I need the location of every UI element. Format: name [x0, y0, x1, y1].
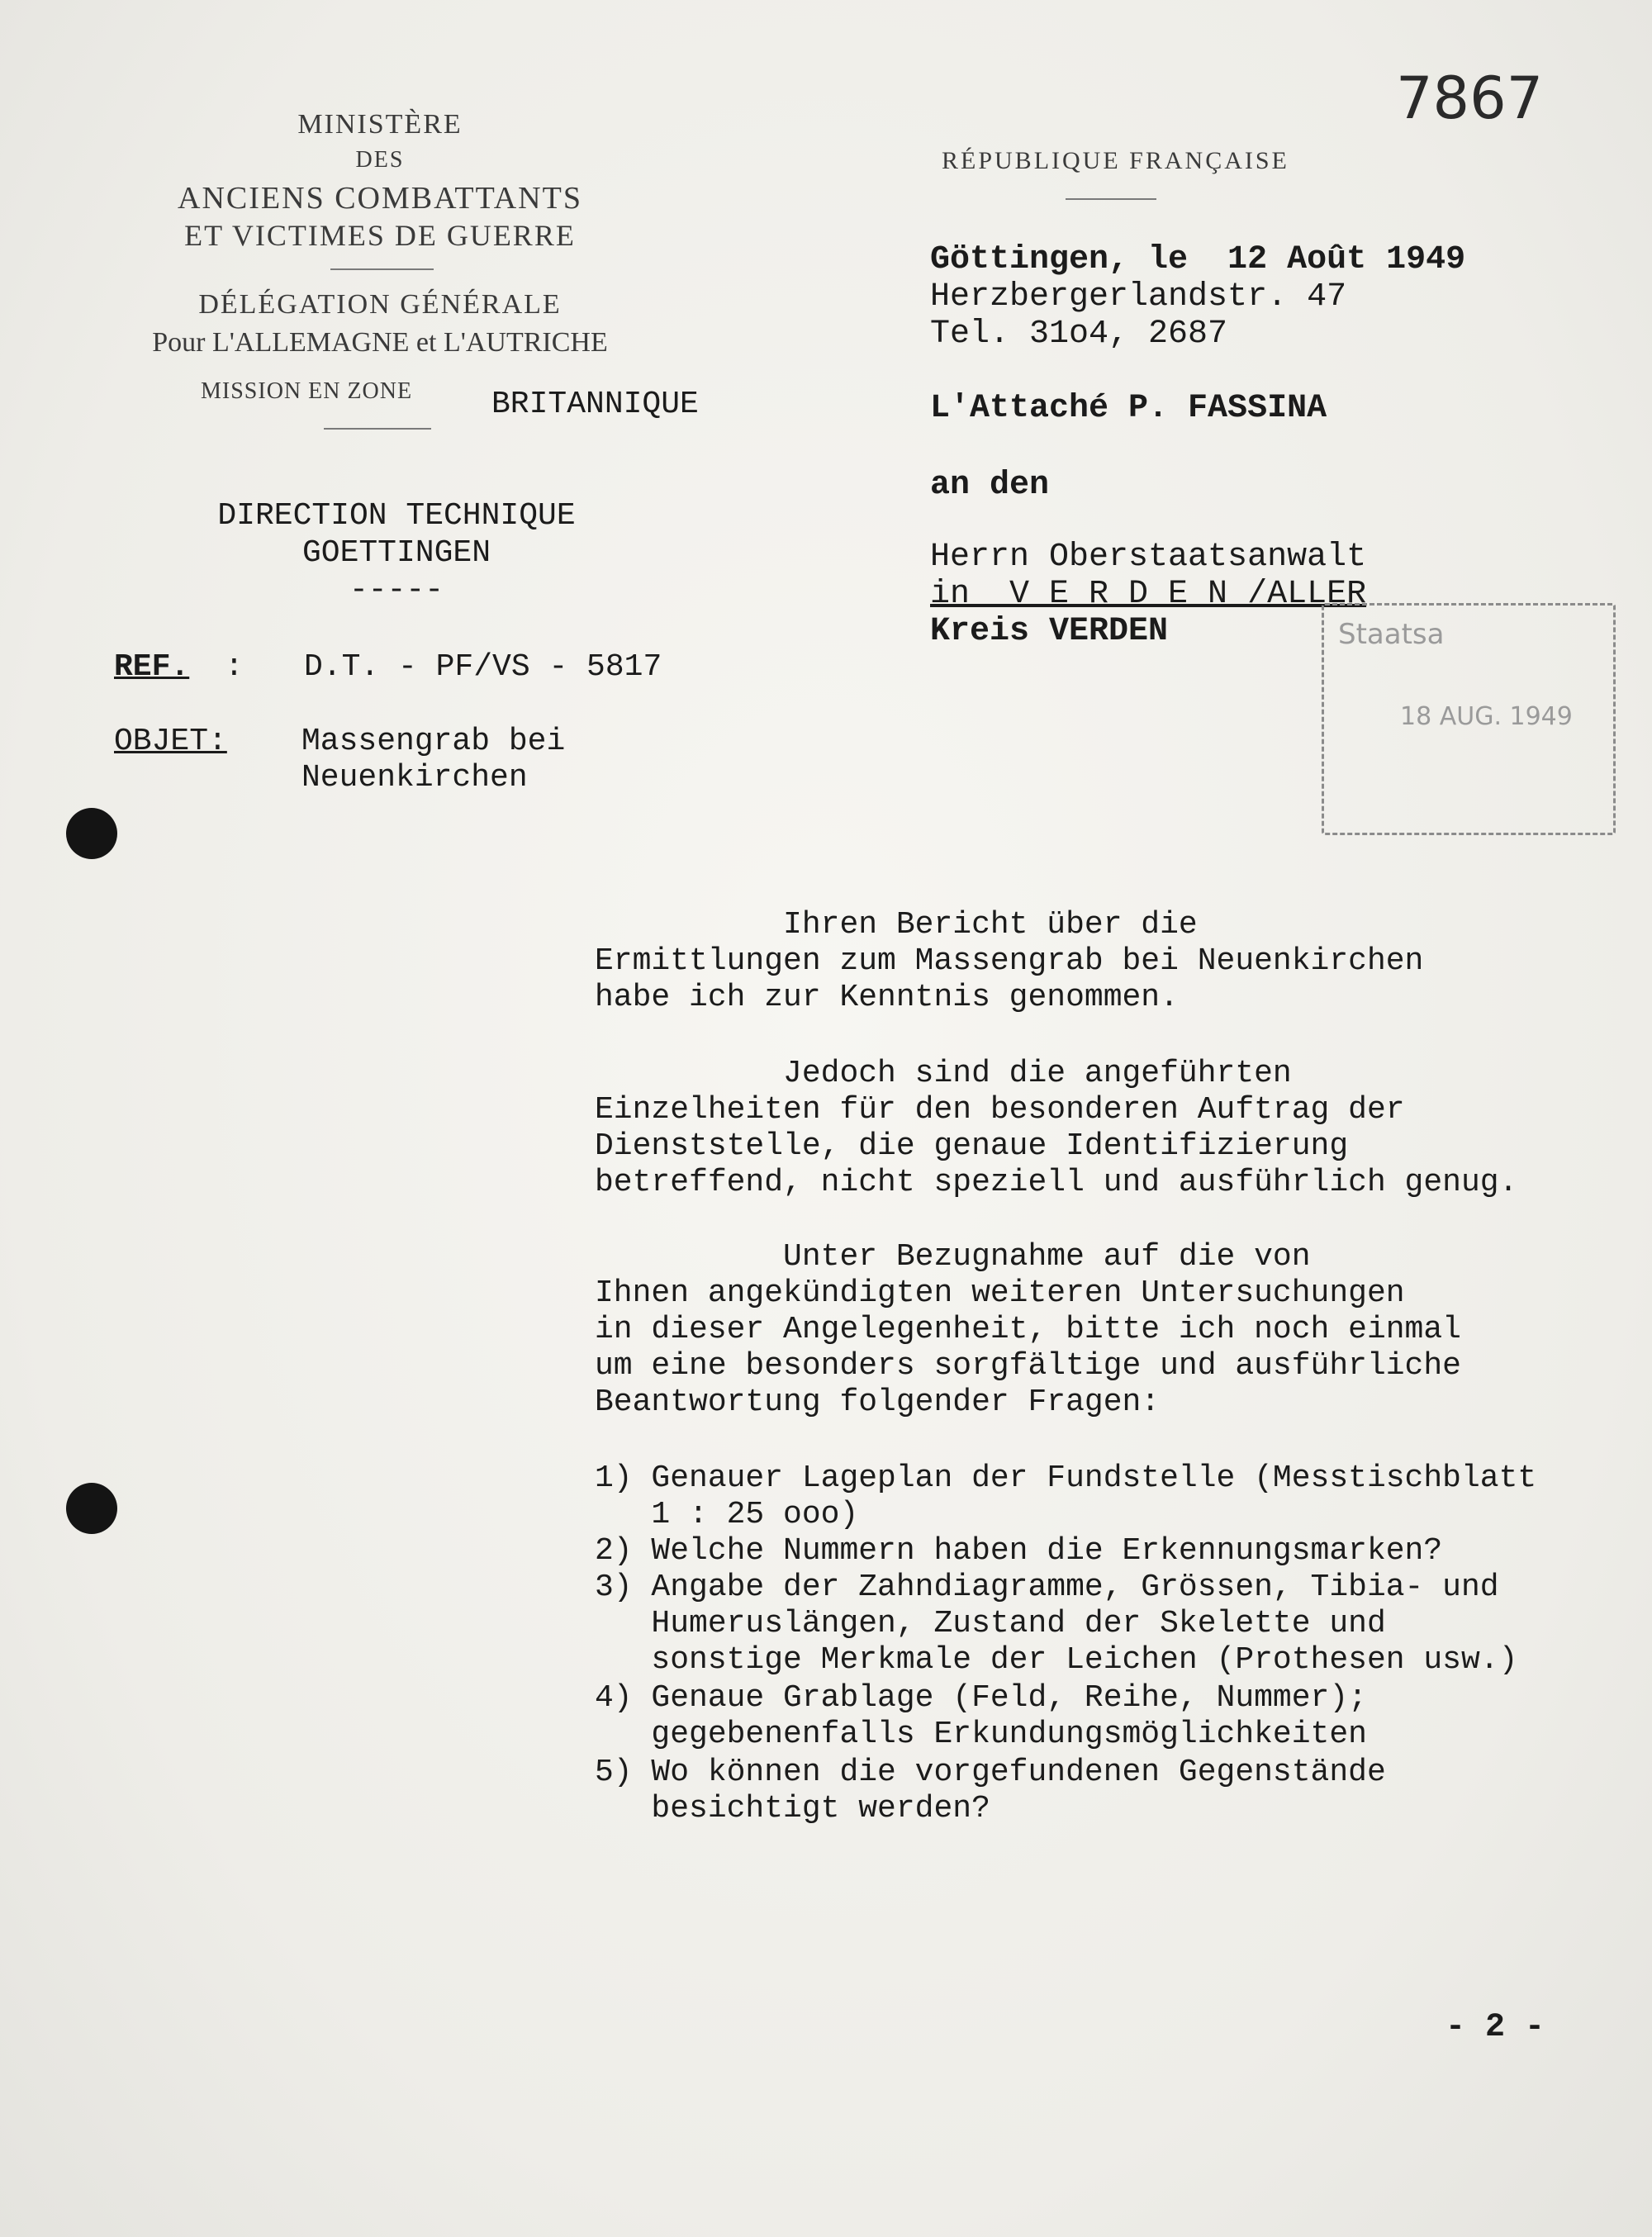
letterhead-divider-2 [324, 428, 431, 430]
paragraph-3-line-2: Ihnen angekündigten weiteren Untersuchungen [595, 1275, 1405, 1311]
letterhead-divider-1 [330, 268, 434, 270]
place-date: Göttingen, le 12 Août 1949 [930, 241, 1466, 278]
address: Herzbergerlandstr. 47 [930, 278, 1347, 316]
telephone: Tel. 31o4, 2687 [930, 316, 1228, 353]
folio-number: 7867 [1396, 64, 1544, 132]
object-line-2: Neuenkirchen [301, 760, 528, 796]
delegation-line-1: DÉLÉGATION GÉNÉRALE [198, 289, 562, 320]
object-label: OBJET: [114, 724, 227, 759]
question-2-line-1: 2) Welche Nummern haben die Erkennungsmarken? [595, 1533, 1443, 1569]
question-1-line-1: 1) Genauer Lageplan der Fundstelle (Messtischblatt [595, 1460, 1537, 1496]
question-5-line-1: 5) Wo können die vorgefundenen Gegenstände [595, 1755, 1386, 1790]
ministry-line-2: DES [355, 147, 405, 173]
object-line-1: Massengrab bei [301, 724, 566, 759]
ministry-line-4: ET VICTIMES DE GUERRE [184, 219, 576, 252]
paragraph-2-line-3: Dienststelle, die genaue Identifizierung [595, 1128, 1349, 1164]
delegation-line-2: Pour L'ALLEMAGNE et L'AUTRICHE [152, 327, 608, 358]
reference-label: REF. [114, 649, 190, 685]
stamp-line-1: Staatsa [1338, 618, 1445, 651]
paragraph-1-line-3: habe ich zur Kenntnis genommen. [595, 980, 1179, 1015]
ministry-line-3: ANCIENS COMBATTANTS [178, 181, 582, 216]
question-3-line-3: sonstige Merkmale der Leichen (Prothesen usw.) [595, 1642, 1518, 1678]
reference-value: D.T. - PF/VS - 5817 [304, 649, 662, 685]
paragraph-3-line-1: Unter Bezugnahme auf die von [595, 1239, 1311, 1275]
mission-label: MISSION EN ZONE [201, 378, 413, 404]
direction-line-2: GOETTINGEN [301, 535, 491, 571]
paragraph-1-line-2: Ermittlungen zum Massengrab bei Neuenkirchen [595, 943, 1424, 979]
to-label: an den [930, 467, 1050, 504]
direction-line-1: DIRECTION TECHNIQUE [217, 498, 576, 534]
sender: L'Attaché P. FASSINA [930, 390, 1327, 427]
recipient-line-3: Kreis VERDEN [930, 613, 1169, 650]
paragraph-3-line-3: in dieser Angelegenheit, bitte ich noch einmal [595, 1312, 1461, 1347]
mission-zone: BRITANNIQUE [491, 387, 699, 422]
question-1-line-2: 1 : 25 ooo) [595, 1497, 859, 1532]
recipient-line-1: Herrn Oberstaatsanwalt [930, 539, 1367, 576]
question-3-line-1: 3) Angabe der Zahndiagramme, Grössen, Tibia- und [595, 1570, 1499, 1605]
paragraph-2-line-1: Jedoch sind die angeführten [595, 1056, 1292, 1091]
ministry-line-1: MINISTÈRE [297, 109, 463, 140]
direction-rule: ----- [349, 572, 444, 608]
recipient-line-2: in V E R D E N /ALLER [930, 576, 1367, 613]
paragraph-3-line-5: Beantwortung folgender Fragen: [595, 1384, 1161, 1420]
republic-heading: RÉPUBLIQUE FRANÇAISE [942, 147, 1289, 174]
punch-hole-bottom [66, 1483, 117, 1534]
page-number: - 2 - [1446, 2009, 1545, 2046]
paragraph-1-line-1: Ihren Bericht über die [595, 907, 1198, 943]
question-4-line-1: 4) Genaue Grablage (Feld, Reihe, Nummer); [595, 1680, 1367, 1716]
republic-divider [1066, 198, 1156, 200]
reference-colon: : [225, 649, 244, 685]
stamp-line-2: 18 AUG. 1949 [1400, 702, 1573, 731]
punch-hole-top [66, 808, 117, 859]
paragraph-3-line-4: um eine besonders sorgfältige und ausführliche [595, 1348, 1461, 1384]
question-4-line-2: gegebenenfalls Erkundungsmöglichkeiten [595, 1717, 1367, 1752]
question-5-line-2: besichtigt werden? [595, 1791, 990, 1826]
paragraph-2-line-4: betreffend, nicht speziell und ausführlich genug. [595, 1165, 1518, 1200]
question-3-line-2: Humeruslängen, Zustand der Skelette und [595, 1606, 1386, 1641]
paragraph-2-line-2: Einzelheiten für den besonderen Auftrag der [595, 1092, 1405, 1128]
